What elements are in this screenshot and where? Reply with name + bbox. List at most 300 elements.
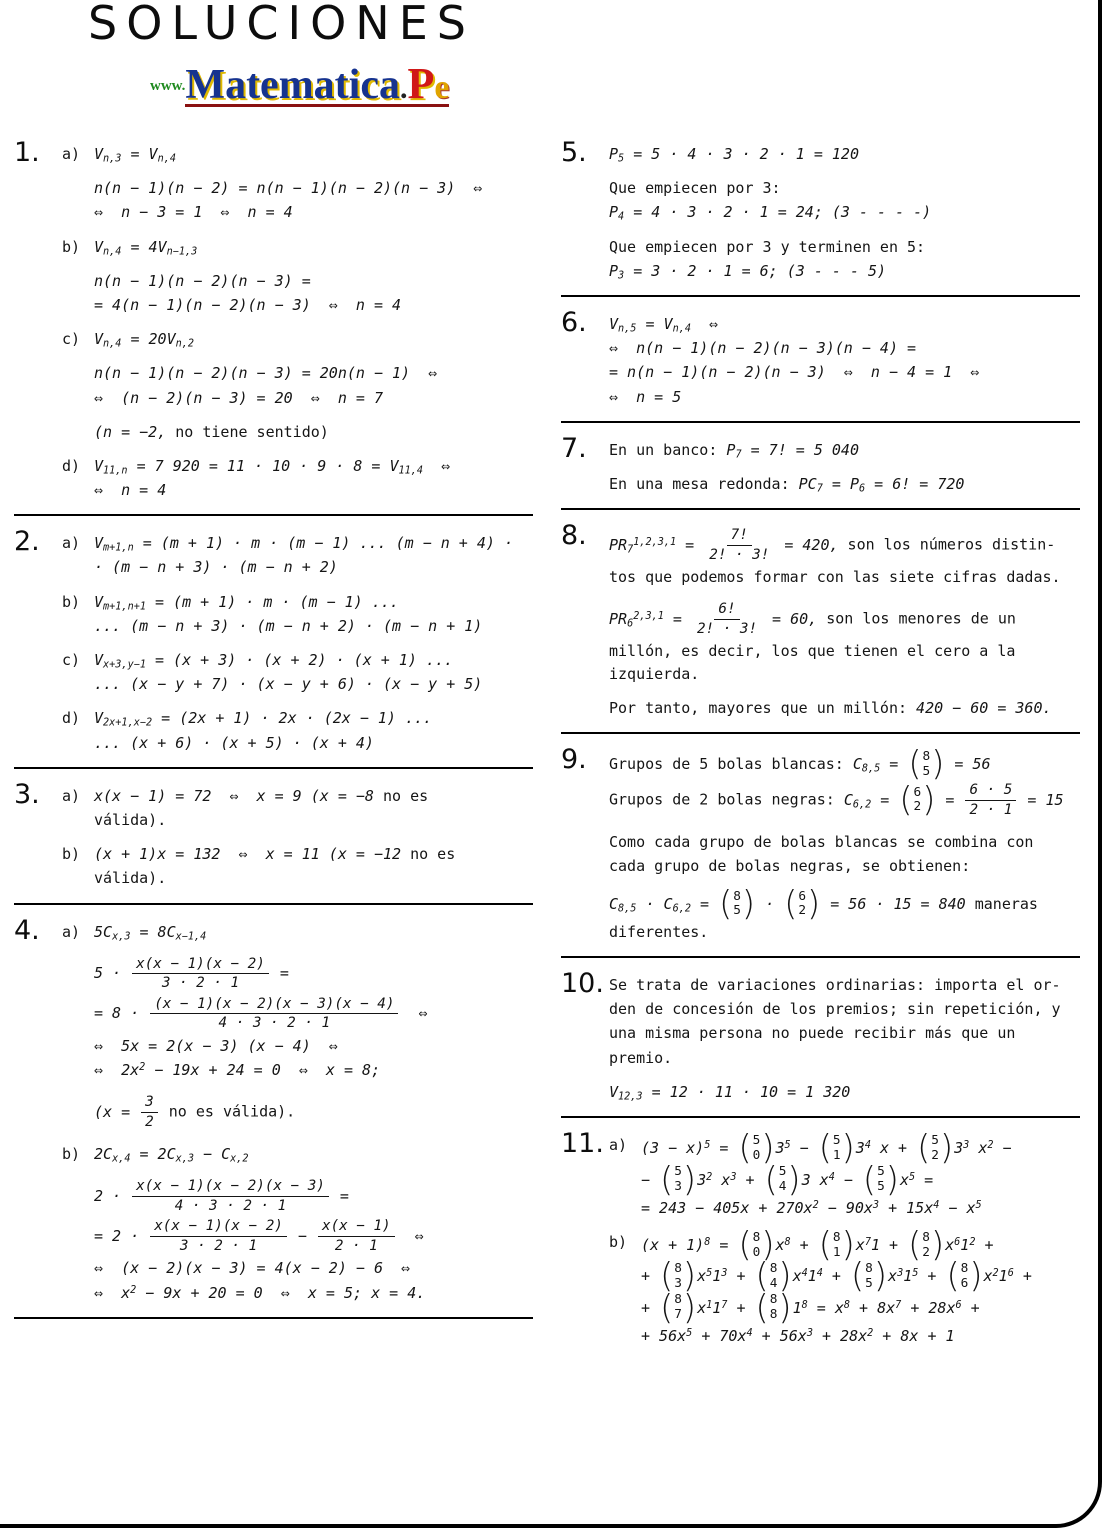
binomial-bottom: 5 (922, 763, 931, 779)
prose-segment: no es (382, 786, 429, 805)
binomial-coefficient (660, 1287, 697, 1327)
prose-segment: En un banco: (609, 440, 727, 459)
fraction (318, 1217, 395, 1255)
superscript: 3 (872, 1199, 880, 1211)
math-segment: ⇔ n(n − 1)(n − 2)(n − 3)(n − 4) = (609, 339, 917, 358)
problem-body (62, 527, 533, 758)
text-line (609, 386, 1080, 408)
right-paren: ) (778, 1256, 792, 1296)
part-lines (94, 143, 533, 167)
part-label: b) (609, 1232, 628, 1251)
binomial-bottom: 2 (798, 903, 807, 919)
prose-segment: Que empiecen por 3 y terminen en 5: (609, 237, 926, 256)
part-label: a) (62, 145, 81, 163)
left-paren: ( (908, 744, 922, 784)
problem-body (609, 969, 1080, 1107)
right-paren: ) (807, 883, 821, 923)
binomial-stack (832, 1134, 842, 1163)
binomial-bottom: 1 (832, 1244, 841, 1260)
prose-segment: millón, es decir, los que tienen el cero a la izquierda. (609, 642, 1025, 683)
right-paren: ) (931, 744, 945, 784)
subscript: x,3 (112, 931, 131, 943)
subscript: 11,4 (398, 465, 424, 477)
solution-part (609, 236, 1080, 284)
problem-6 (561, 295, 1080, 421)
left-paren: ( (946, 1256, 960, 1296)
problem-5 (561, 127, 1080, 295)
solution-part (609, 831, 1080, 879)
math-segment: $V_{2x+1,x-2} = (2x + 1) \cdot 2x \cdot (2x - 1)$ ... (94, 709, 433, 729)
part-lines (94, 1143, 533, 1167)
fraction-numerator: 7! (727, 526, 752, 546)
text-line (641, 1197, 1080, 1219)
binomial-stack (769, 1262, 779, 1291)
binomial-coefficient (908, 1225, 945, 1265)
superscript: 4 (816, 1268, 823, 1280)
binomial-coefficient (818, 1128, 855, 1168)
binomial-top: 8 (674, 1261, 682, 1277)
part-lines (94, 362, 533, 410)
right-paren: ) (761, 1128, 775, 1168)
text-line (641, 1325, 1080, 1347)
superscript: 4 (864, 1140, 871, 1152)
right-paren: ) (741, 883, 756, 923)
math-segment: $(3 - x)^5$ = ( 5 0 ) $3^5$ − ( 5 1 ) $3^4$ x + ( 5 2 ) $3^3$ $x^2$ − (641, 1128, 1012, 1168)
two-column-layout (0, 123, 1098, 1360)
math-segment: − ( 5 3 ) $3^2$ $x^3$ + ( 5 4 ) 3 $x^4$ − ( 5 5 ) $x^5$ = (641, 1159, 934, 1199)
prose-segment: Grupos de 2 bolas negras: (609, 790, 844, 809)
solution-part (62, 236, 533, 260)
left-paren: ( (908, 1225, 922, 1265)
solution-part (62, 921, 533, 945)
problem-body (609, 308, 1080, 412)
part-label: a) (62, 534, 81, 553)
left-paren: ( (660, 1256, 674, 1296)
binomial-top: 5 (877, 1164, 885, 1180)
problem-number: 10. (561, 968, 604, 1000)
text-line (641, 1159, 1080, 1199)
superscript: 8 (704, 1236, 711, 1248)
text-line (94, 294, 533, 316)
problem-9 (561, 732, 1080, 956)
text-line (94, 732, 533, 754)
text-line (94, 532, 533, 554)
right-paren: ) (682, 1287, 697, 1327)
text-line (94, 1093, 533, 1131)
subscript: n,4 (103, 246, 122, 258)
math-segment: ⇔ 5x = 2(x − 3) (x − 4) ⇔ (94, 1036, 338, 1055)
solution-part (609, 883, 1080, 946)
binomial-stack (930, 1134, 940, 1163)
subscript: x,2 (230, 1153, 249, 1165)
math-segment: $C_{8,5}$ = ( 8 5 ) = 56 (852, 744, 991, 784)
binomial-top: 8 (769, 1261, 778, 1277)
text-line (609, 439, 1080, 461)
math-segment: $V_{m+1,n+1} = (m + 1) \cdot m \cdot (m - 1)$ ... (94, 592, 399, 613)
superscript: 1,2,3,1 (633, 536, 677, 548)
text-line (94, 785, 533, 807)
problem-10 (561, 956, 1080, 1116)
fraction-numerator: (x − 1)(x − 2)(x − 3)(x − 4) (150, 995, 398, 1015)
part-lines (94, 707, 533, 755)
text-line (94, 867, 533, 889)
prose-segment: son los menores de un (817, 609, 1016, 628)
fraction (132, 1177, 329, 1215)
superscript: 4 (801, 1268, 808, 1280)
superscript: 2 (867, 1327, 874, 1339)
math-segment: $V_{n,4} = 20V_{n,2}$ (94, 330, 195, 350)
subscript: 5 (618, 153, 625, 165)
part-lines (641, 1128, 1080, 1221)
part-lines (609, 697, 1080, 721)
left-paren: ( (851, 1256, 865, 1296)
binomial-coefficient (946, 1256, 983, 1296)
math-segment: 420 − 60 = 360. (916, 698, 1052, 717)
part-lines (609, 974, 1080, 1071)
binomial-bottom: 4 (769, 1275, 778, 1291)
fraction-denominator: 4 · 3 · 2 · 1 (218, 1015, 331, 1032)
binomial-stack (797, 890, 807, 919)
part-lines (609, 473, 1080, 497)
math-segment: ... (x + 6) · (x + 5) · (x + 4) (94, 733, 374, 752)
problem-number: 1. (14, 137, 40, 168)
math-segment: $PC_7 = P_6 = 6$! = 720 (798, 474, 965, 495)
prose-segment: Se trata de variaciones ordinarias: importa el or- (609, 976, 1061, 995)
math-segment: n(n − 1)(n − 2) = n(n − 1)(n − 2)(n − 3) ⇔ (94, 179, 483, 198)
part-lines (94, 455, 533, 503)
superscript: 5 (706, 1268, 713, 1280)
math-segment: $P_7 = 7$! = 5 040 (726, 440, 859, 461)
solution-part (62, 362, 533, 410)
text-line (609, 236, 1080, 258)
math-segment: ⇔ n = 4 (94, 481, 167, 500)
binomial-stack (913, 786, 923, 815)
math-segment: $V_{m+1,n} = (m + 1) \cdot m \cdot (m - 1)$ ... (m − n + 4) · (94, 534, 513, 554)
text-line (609, 566, 1080, 588)
binomial-coefficient (862, 1159, 899, 1199)
logo-wordmark (185, 59, 450, 108)
problem-7 (561, 421, 1080, 508)
superscript: 3 (963, 1140, 970, 1152)
text-line (641, 1128, 1080, 1168)
subscript: 2x+1,x−2 (103, 717, 153, 729)
math-segment: $V_{11,n} = 7$ $920 = 11 \cdot 10 \cdot 9 \cdot 8 = V_{11,4}$ ⇔ (94, 456, 451, 477)
text-line (94, 201, 533, 223)
text-line (94, 455, 533, 477)
text-line (94, 995, 533, 1033)
right-paren: ) (885, 1159, 899, 1199)
problem-body (62, 780, 533, 894)
part-label: b) (62, 592, 81, 611)
math-segment: ⇔ (x − 2)(x − 3) = 4(x − 2) − 6 ⇔ (94, 1259, 411, 1278)
text-line (609, 526, 1080, 564)
part-lines (609, 313, 1080, 410)
problem-4 (14, 903, 533, 1317)
text-line (641, 1256, 1080, 1296)
superscript: 4 (746, 1327, 753, 1339)
math-segment: $5C_{x,3} = 8C_{x-1,4}$ (94, 922, 207, 943)
math-segment: (x = $\frac{3}{2}$ (94, 1103, 169, 1121)
text-line (609, 883, 1080, 923)
binomial-bottom: 0 (752, 1147, 761, 1163)
problem-body (609, 434, 1080, 499)
subscript: n,3 (103, 153, 122, 165)
binomial-stack (876, 1165, 886, 1194)
math-segment: $C_{6,2}$ = ( 6 2 ) = $\frac{6 \cdot 5}{2 \cdot 1}$ = 15 (843, 779, 1064, 819)
subscript: 7 (735, 449, 742, 461)
fraction-denominator: 2 · 1 (969, 801, 1013, 818)
solution-part (609, 473, 1080, 497)
superscript: 7 (895, 1299, 902, 1311)
binomial-bottom: 4 (778, 1179, 787, 1194)
binomial-coefficient (784, 883, 821, 923)
problem-body (609, 1129, 1080, 1351)
math-segment: $V_{n,5} = V_{n,4}$ ⇔ (609, 314, 719, 335)
binomial-stack (732, 890, 742, 919)
left-paren: ( (818, 1225, 832, 1265)
problem-number: 3. (14, 778, 40, 810)
solution-part (62, 143, 533, 167)
text-line (609, 974, 1080, 996)
fraction (141, 1093, 158, 1131)
binomial-coefficient (917, 1128, 954, 1168)
binomial-top: 8 (769, 1292, 778, 1308)
subscript: n,4 (157, 153, 176, 165)
subscript: n−1,3 (166, 246, 198, 258)
prose-segment: válida). (94, 869, 167, 888)
problem-3 (14, 767, 533, 903)
solution-part (609, 600, 1080, 686)
superscript: 3 (721, 1268, 728, 1280)
text-line (609, 177, 1080, 199)
text-line (94, 328, 533, 350)
subscript: n,4 (672, 323, 691, 335)
binomial-coefficient (755, 1287, 792, 1327)
problem-number: 7. (561, 432, 587, 464)
part-lines (609, 883, 1080, 946)
prose-segment: no tiene sentido) (175, 422, 329, 441)
text-line (94, 1035, 533, 1057)
left-paren: ( (719, 883, 733, 923)
problem-body (62, 138, 533, 505)
math-segment: (x + 1)x = 132 ⇔ x = 11 (x = −12 (94, 845, 411, 864)
left-paren: ( (764, 1159, 778, 1199)
left-paren: ( (660, 1287, 674, 1327)
math-segment: 5 · $\frac{x(x - 1)(x - 2)}{3 \cdot 2 \cdot 1}$ = (94, 955, 289, 992)
prose-segment: no es (410, 845, 456, 864)
superscript: 2 (969, 1236, 976, 1248)
solution-part (609, 974, 1080, 1071)
text-line (609, 143, 1080, 165)
solution-part (609, 526, 1080, 590)
prose-segment: válida). (94, 810, 167, 829)
math-segment: $2C_{x,4} = 2C_{x,3} - C_{x,2}$ (94, 1145, 249, 1165)
superscript: 3 (897, 1268, 904, 1280)
math-segment: n(n − 1)(n − 2)(n − 3) = (94, 271, 311, 290)
superscript: 6 (954, 1236, 961, 1248)
right-paren: ) (761, 1225, 775, 1265)
text-line (94, 809, 533, 831)
part-label: a) (62, 786, 81, 805)
part-lines (94, 591, 533, 639)
superscript: 6 (1007, 1268, 1014, 1280)
right-paren: ) (930, 1225, 945, 1265)
superscript: 2 (139, 1061, 146, 1073)
math-segment: · (m − n + 3) · (m − n + 2) (94, 558, 338, 577)
fraction-denominator: 2! · 3! (696, 620, 758, 637)
solution-part (62, 1093, 533, 1133)
math-segment: n(n − 1)(n − 2)(n − 3) = 20n(n − 1) ⇔ (94, 364, 438, 383)
binomial-stack (769, 1293, 779, 1322)
part-label: c) (62, 330, 81, 349)
prose-segment: tos que podemos formar con las siete cifras dadas. (609, 568, 1061, 587)
math-segment: $V_{x+3,y-1} = (x + 3) \cdot (x + 2) \cdot (x + 1)$ ... (94, 651, 454, 671)
text-line (609, 1081, 1080, 1103)
binomial-coefficient (719, 883, 756, 923)
math-segment: = 8 · $\frac{(x - 1)(x - 2)(x - 3)(x - 4)}{4 \cdot 3 \cdot 2 \cdot 1}$ ⇔ (94, 995, 428, 1032)
math-segment: + ( 8 3 ) $x^51^3$ + ( 8 4 ) $x^41^4$ + ( 8 5 ) $x^31^5$ + ( 8 6 ) $x^21^6$ + (641, 1256, 1032, 1296)
problem-body (609, 521, 1080, 723)
subscript: n,4 (103, 338, 122, 350)
binomial-top: 8 (832, 1229, 841, 1245)
subscript: 8,5 (861, 763, 881, 775)
problem-body (609, 745, 1080, 947)
prose-segment: una misma persona no puede recibir más que un (609, 1024, 1016, 1043)
prose-segment: no es válida). (168, 1102, 296, 1121)
part-label: c) (62, 651, 81, 669)
solution-part (62, 955, 533, 1083)
problem-number: 6. (561, 306, 587, 338)
solution-part (62, 328, 533, 352)
text-line (94, 1282, 533, 1304)
fraction-denominator: 3 · 2 · 1 (161, 975, 240, 992)
part-lines (94, 843, 533, 891)
prose-segment: maneras (965, 894, 1038, 913)
left-paren: ( (917, 1128, 931, 1168)
math-segment: = n(n − 1)(n − 2)(n − 3) ⇔ n − 4 = 1 ⇔ (609, 363, 980, 382)
fraction (693, 600, 761, 638)
subscript: 3 (618, 270, 625, 282)
left-column (14, 127, 533, 1319)
subscript: 11,n (103, 465, 128, 477)
left-paren: ( (899, 779, 913, 819)
left-paren: ( (660, 1159, 674, 1199)
subscript: 6,2 (672, 903, 691, 915)
text-line (94, 556, 533, 578)
left-paren: ( (784, 883, 798, 923)
fraction-numerator: 6 · 5 (965, 781, 1016, 801)
text-line (609, 473, 1080, 495)
text-line (94, 1177, 533, 1215)
math-segment: ⇔ n = 5 (609, 387, 682, 406)
fraction-numerator: x(x − 1)(x − 2)(x − 3) (132, 1177, 329, 1197)
binomial-stack (922, 750, 932, 779)
binomial-top: 6 (913, 784, 922, 800)
math-segment: 2 · $\frac{x(x - 1)(x - 2)(x - 3)}{4 \cdot 3 \cdot 2 \cdot 1}$ = (94, 1178, 349, 1214)
fraction (705, 526, 773, 564)
part-lines (641, 1225, 1080, 1349)
math-segment: (n = −2, (94, 422, 176, 441)
prose-segment: den de concesión de los premios; sin repetición, y (609, 1000, 1061, 1019)
binomial-coefficient (908, 744, 945, 784)
solution-part (609, 1081, 1080, 1105)
math-segment: $P_5 = 5 \cdot 4 \cdot 3 \cdot 2 \cdot 1 = 120$ (609, 145, 859, 165)
binomial-stack (752, 1134, 762, 1163)
subscript: x,3 (175, 1153, 195, 1165)
problem-number: 11. (561, 1128, 604, 1160)
math-segment: $(x + 1)^8$ = ( 8 0 ) $x^8$ + ( 8 1 ) $x^71$ + ( 8 2 ) $x^61^2$ + (641, 1225, 994, 1265)
part-label: a) (609, 1136, 628, 1155)
part-label: b) (62, 845, 81, 864)
binomial-coefficient (851, 1256, 888, 1296)
part-lines (94, 421, 533, 445)
problem-number: 9. (561, 743, 587, 775)
binomial-bottom: 3 (674, 1275, 682, 1291)
solution-part (609, 177, 1080, 225)
subscript: 8,5 (618, 903, 637, 915)
solution-part (609, 1128, 1080, 1221)
matematica-pe-logo (150, 58, 449, 109)
binomial-stack (832, 1231, 842, 1260)
part-lines (94, 177, 533, 225)
fraction-denominator: 2 · 1 (334, 1237, 378, 1254)
binomial-top: 6 (798, 888, 807, 904)
text-line (609, 744, 1080, 784)
right-paren: ) (682, 1159, 697, 1199)
problem-number: 2. (14, 526, 40, 558)
part-lines (609, 177, 1080, 225)
problem-8 (561, 508, 1080, 732)
right-paren: ) (922, 779, 936, 819)
part-lines (94, 1093, 533, 1133)
text-line (609, 1022, 1080, 1044)
binomial-top: 5 (778, 1164, 787, 1180)
subscript: 7 (816, 483, 823, 495)
prose-segment: Que empiecen por 3: (609, 179, 781, 198)
text-line (94, 1143, 533, 1165)
right-paren: ) (873, 1256, 888, 1296)
solution-part (62, 532, 533, 580)
binomial-bottom: 3 (674, 1179, 682, 1194)
text-line (94, 843, 533, 865)
text-line (609, 337, 1080, 359)
subscript: x,4 (112, 1153, 131, 1165)
left-paren: ( (738, 1225, 752, 1265)
solution-part (62, 1177, 533, 1305)
left-paren: ( (862, 1159, 877, 1199)
part-lines (609, 143, 1080, 167)
solution-part (609, 1225, 1080, 1349)
text-line (94, 591, 533, 613)
binomial-top: 5 (832, 1133, 841, 1149)
text-line (94, 673, 533, 695)
binomial-top: 8 (960, 1261, 969, 1277)
text-line (94, 615, 533, 637)
solution-part (62, 1143, 533, 1167)
solution-part (62, 591, 533, 639)
part-lines (94, 921, 533, 945)
fraction-denominator: 2! · 3! (709, 546, 770, 563)
binomial-bottom: 5 (877, 1179, 885, 1194)
text-line (609, 697, 1080, 719)
problem-2 (14, 514, 533, 767)
superscript: 5 (975, 1199, 982, 1211)
binomial-top: 8 (922, 748, 931, 764)
binomial-bottom: 1 (832, 1147, 841, 1163)
binomial-stack (960, 1262, 970, 1291)
text-line (609, 921, 1080, 943)
part-lines (94, 785, 533, 833)
